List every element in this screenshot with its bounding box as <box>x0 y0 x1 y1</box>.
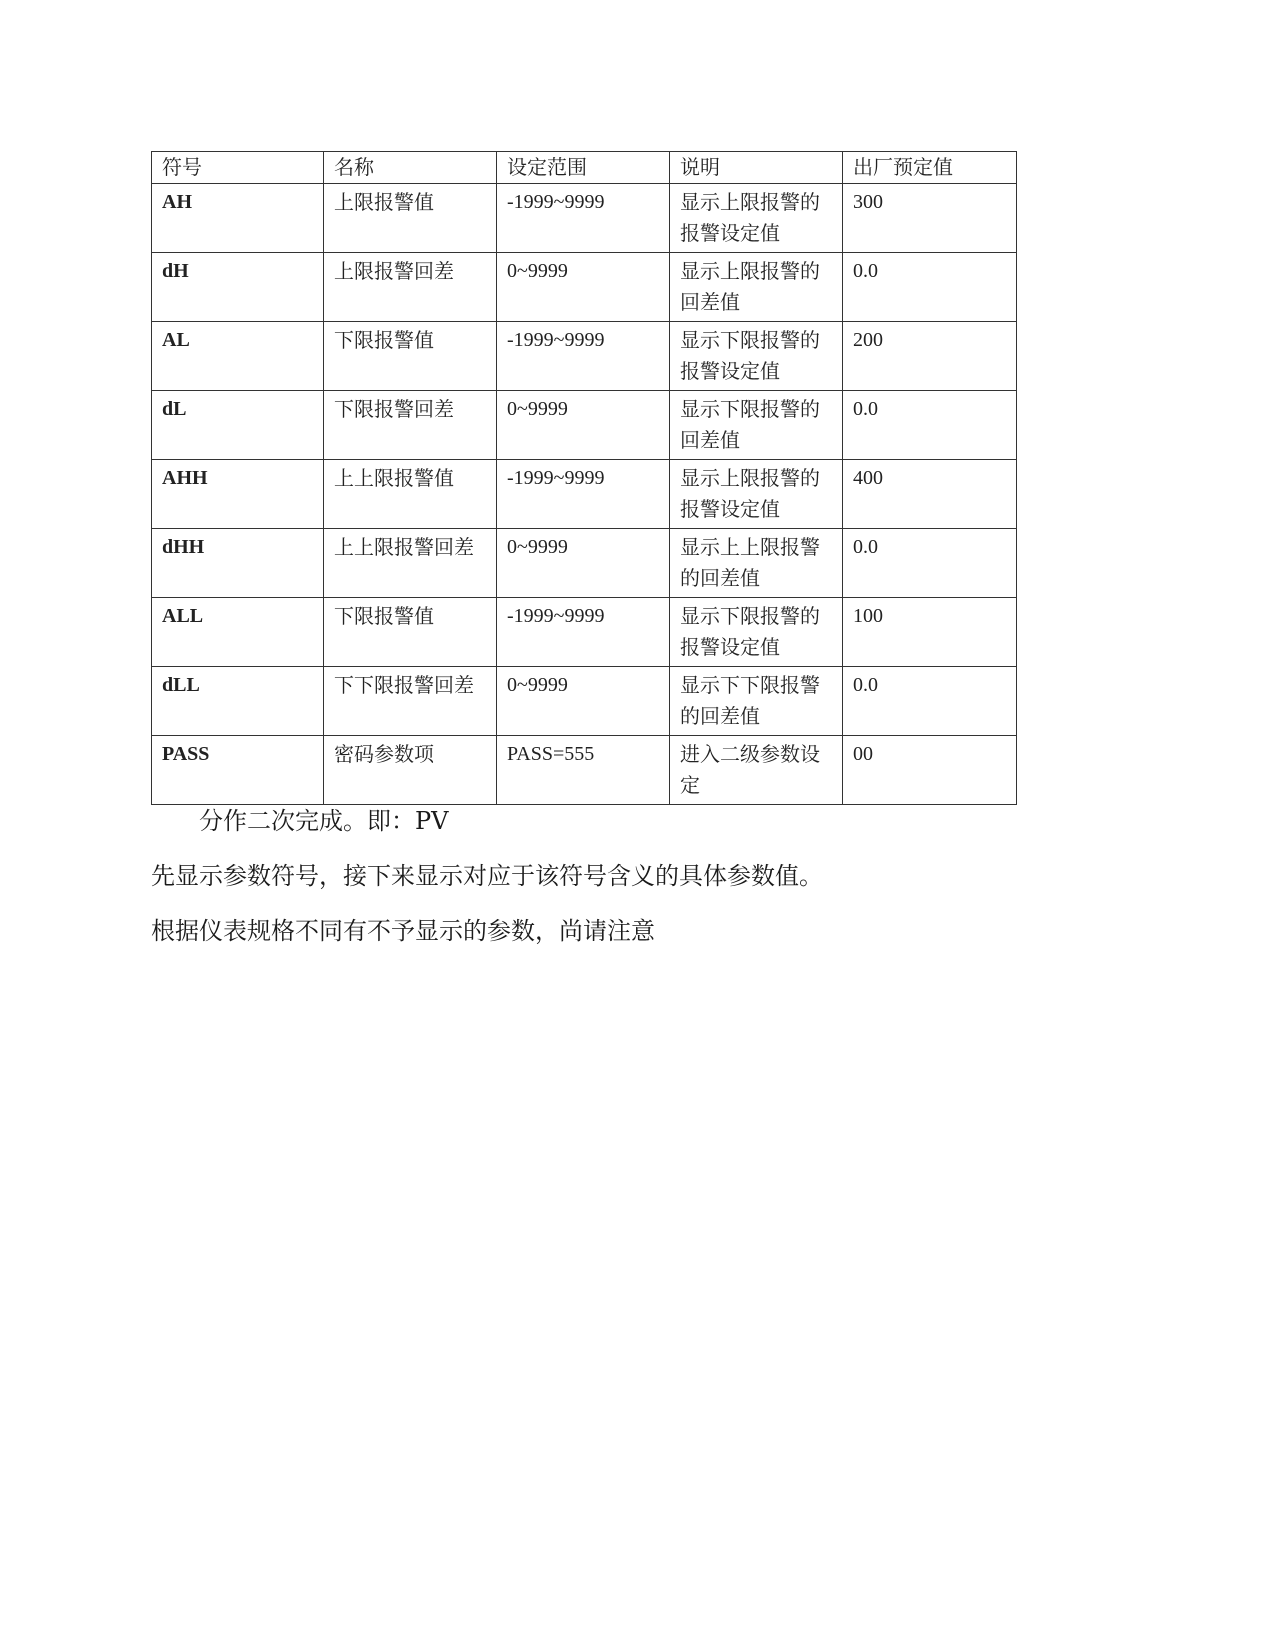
cell-code: PASS <box>152 736 324 805</box>
cell-range: -1999~9999 <box>497 460 670 529</box>
cell-range: 0~9999 <box>497 391 670 460</box>
cell-code: dL <box>152 391 324 460</box>
table-row <box>152 322 1017 391</box>
body-paragraph: 根据仪表规格不同有不予显示的参数，尚请注意 <box>151 917 655 945</box>
cell-range: PASS=555 <box>497 736 670 805</box>
cell-code: dLL <box>152 667 324 736</box>
header-name: 名称 <box>324 152 497 184</box>
cell-name: 上限报警值 <box>324 184 497 253</box>
cell-range: 0~9999 <box>497 667 670 736</box>
cell-name: 上上限报警回差 <box>324 529 497 598</box>
table-row <box>152 253 1017 322</box>
table-row <box>152 736 1017 805</box>
cell-desc: 显示上限报警的报警设定值 <box>670 184 843 253</box>
table-header-row <box>152 152 1017 184</box>
cell-range: 0~9999 <box>497 253 670 322</box>
cell-default: 400 <box>843 460 1017 529</box>
table-row <box>152 667 1017 736</box>
cell-name: 下限报警值 <box>324 598 497 667</box>
header-desc: 说明 <box>670 152 843 184</box>
header-range: 设定范围 <box>497 152 670 184</box>
cell-default: 0.0 <box>843 391 1017 460</box>
cell-default: 100 <box>843 598 1017 667</box>
cell-range: -1999~9999 <box>497 322 670 391</box>
cell-range: 0~9999 <box>497 529 670 598</box>
cell-desc: 显示下限报警的报警设定值 <box>670 598 843 667</box>
cell-code: AL <box>152 322 324 391</box>
cell-name: 下下限报警回差 <box>324 667 497 736</box>
cell-range: -1999~9999 <box>497 598 670 667</box>
cell-code: AH <box>152 184 324 253</box>
table-row <box>152 598 1017 667</box>
cell-default: 0.0 <box>843 253 1017 322</box>
cell-default: 200 <box>843 322 1017 391</box>
header-default: 出厂预定值 <box>843 152 1017 184</box>
cell-desc: 显示上限报警的回差值 <box>670 253 843 322</box>
cell-desc: 显示下限报警的回差值 <box>670 391 843 460</box>
parameter-table <box>151 151 1017 805</box>
cell-desc: 显示上上限报警的回差值 <box>670 529 843 598</box>
cell-desc: 显示上限报警的报警设定值 <box>670 460 843 529</box>
cell-code: AHH <box>152 460 324 529</box>
cell-code: dHH <box>152 529 324 598</box>
cell-desc: 显示下下限报警的回差值 <box>670 667 843 736</box>
cell-name: 密码参数项 <box>324 736 497 805</box>
cell-default: 300 <box>843 184 1017 253</box>
body-paragraph: 先显示参数符号，接下来显示对应于该符号含义的具体参数值。 <box>151 862 823 890</box>
cell-name: 下限报警回差 <box>324 391 497 460</box>
cell-desc: 显示下限报警的报警设定值 <box>670 322 843 391</box>
cell-desc: 进入二级参数设定 <box>670 736 843 805</box>
cell-default: 0.0 <box>843 529 1017 598</box>
header-code: 符号 <box>152 152 324 184</box>
table-row <box>152 184 1017 253</box>
cell-code: ALL <box>152 598 324 667</box>
table-row <box>152 460 1017 529</box>
cell-name: 上限报警回差 <box>324 253 497 322</box>
body-paragraph: 分作二次完成。即：PV <box>199 807 449 835</box>
cell-range: -1999~9999 <box>497 184 670 253</box>
cell-code: dH <box>152 253 324 322</box>
cell-default: 0.0 <box>843 667 1017 736</box>
cell-name: 下限报警值 <box>324 322 497 391</box>
cell-name: 上上限报警值 <box>324 460 497 529</box>
table-row <box>152 391 1017 460</box>
table-row <box>152 529 1017 598</box>
cell-default: 00 <box>843 736 1017 805</box>
